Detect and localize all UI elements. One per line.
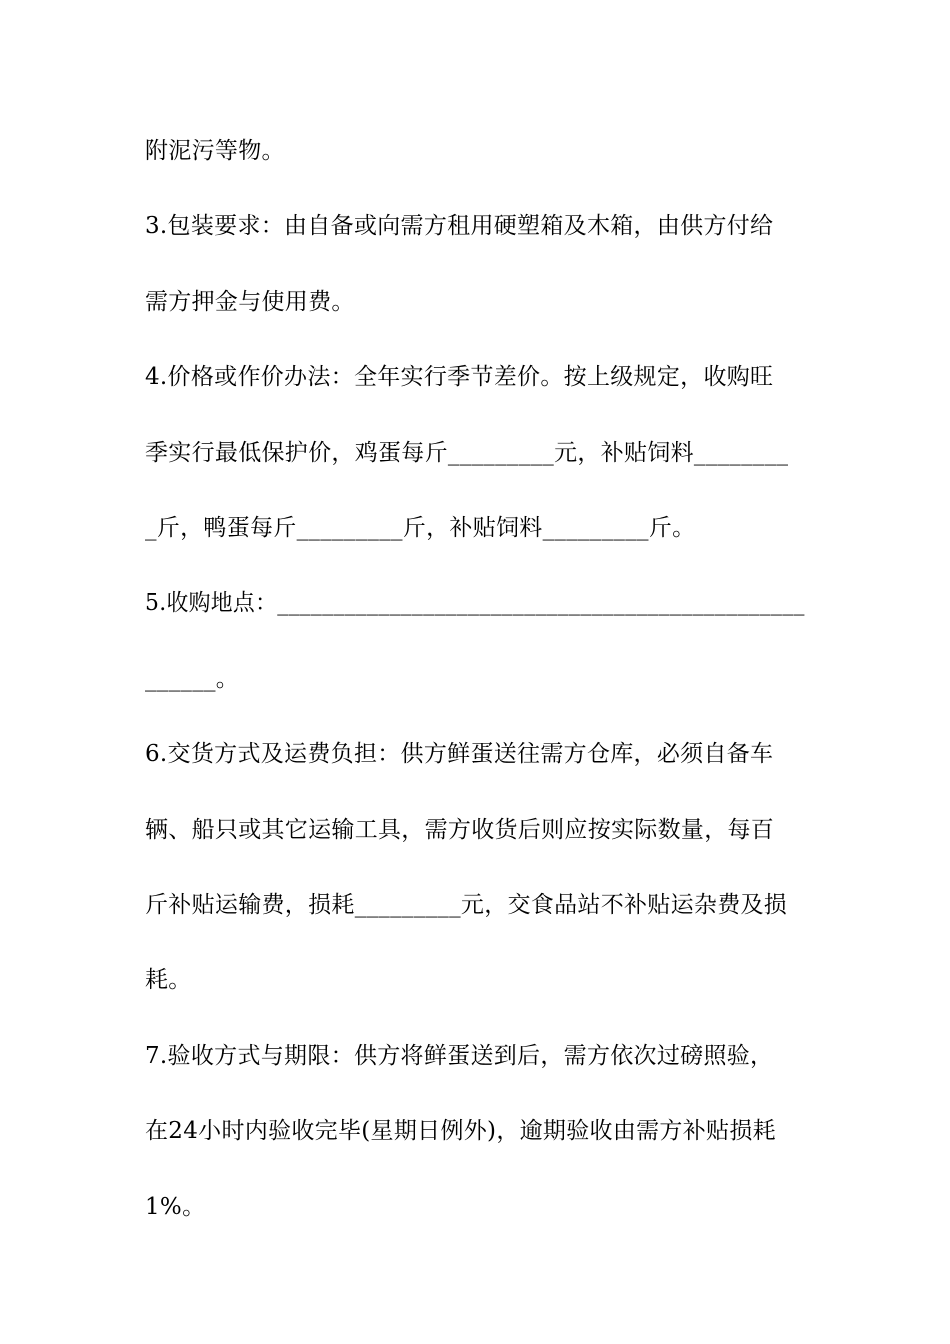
text-line: 斤补贴运输费，损耗_________元，交食品站不补贴运杂费及损 [145,892,788,918]
text-line: ______。 [145,666,240,692]
text-line: 在24小时内验收完毕(星期日例外)，逾期验收由需方补贴损耗 [145,1118,776,1144]
text-line: 5.收购地点：_______________________________________________ [145,590,805,616]
text-line: 7.验收方式与期限：供方将鲜蛋送到后，需方依次过磅照验， [145,1043,774,1069]
text-line: 耗。 [145,967,192,993]
text-line: 6.交货方式及运费负担：供方鲜蛋送往需方仓库，必须自备车 [145,741,774,767]
text-line: 辆、船只或其它运输工具，需方收货后则应按实际数量，每百 [145,817,775,843]
text-line: 季实行最低保护价，鸡蛋每斤_________元，补贴饲料________ [145,440,789,466]
text-line: 1%。 [145,1194,206,1220]
text-line: 需方押金与使用费。 [145,289,355,315]
text-line: 3.包装要求：由自备或向需方租用硬塑箱及木箱，由供方付给 [145,213,774,239]
text-line: 附泥污等物。 [145,138,285,164]
text-line: _斤，鸭蛋每斤_________斤，补贴饲料_________斤。 [145,515,696,541]
text-line: 4.价格或作价办法：全年实行季节差价。按上级规定，收购旺 [145,364,774,390]
